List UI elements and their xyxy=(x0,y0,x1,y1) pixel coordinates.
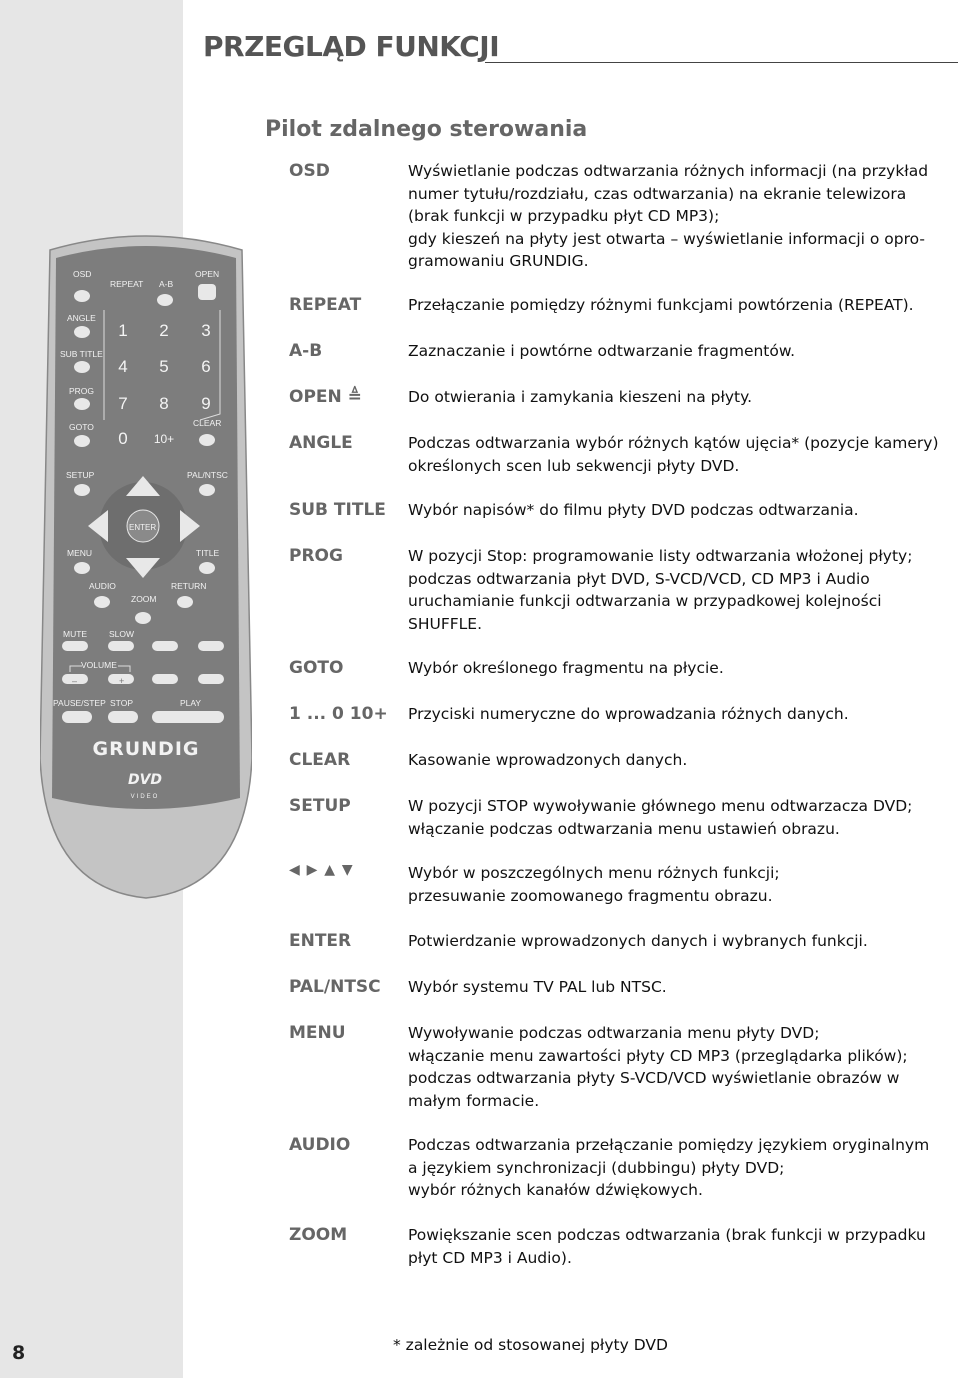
function-key: GOTO xyxy=(289,658,344,678)
description-line: Potwierdzanie wprowadzonych danych i wybranych funkcji. xyxy=(408,932,868,950)
remote-label-plus: + xyxy=(119,676,125,686)
function-description xyxy=(408,1022,948,1112)
description-line: Przyciski numeryczne do wprowadzania różnych danych. xyxy=(408,705,849,723)
function-key: REPEAT xyxy=(289,295,362,315)
function-key: SETUP xyxy=(289,796,351,816)
function-key: SUB TITLE xyxy=(289,500,386,520)
remote-digit-5: 5 xyxy=(159,357,169,376)
function-description xyxy=(408,294,948,317)
function-key: AUDIO xyxy=(289,1135,351,1155)
remote-digit-8: 8 xyxy=(159,394,169,413)
remote-label-palntsc: PAL/NTSC xyxy=(187,470,228,480)
description-line: Do otwierania i zamykania kieszeni na płyty. xyxy=(408,388,753,406)
remote-digit-0: 0 xyxy=(118,429,128,448)
description-line: Wyświetlanie podczas odtwarzania różnych informacji (na przykład xyxy=(408,162,929,180)
function-description xyxy=(408,749,948,772)
function-description xyxy=(408,340,948,363)
section-subtitle: Pilot zdalnego sterowania xyxy=(265,117,588,142)
description-line: Kasowanie wprowadzonych danych. xyxy=(408,751,688,769)
function-description xyxy=(408,657,948,680)
description-line: Wybór w poszczególnych menu różnych funkcji; xyxy=(408,864,780,882)
title-rule xyxy=(485,62,958,63)
description-line: płyt CD MP3 i Audio). xyxy=(408,1248,572,1267)
description-line: podczas odtwarzania płyty S-VCD/VCD wyświetlanie obrazów w xyxy=(408,1069,900,1087)
remote-label-volume: VOLUME xyxy=(81,660,117,670)
function-key: ANGLE xyxy=(289,433,353,453)
function-key: CLEAR xyxy=(289,750,351,770)
remote-label-open: OPEN xyxy=(195,269,220,279)
function-key: PROG xyxy=(289,546,343,566)
function-key: PAL/NTSC xyxy=(289,977,381,997)
remote-label-mute: MUTE xyxy=(63,629,88,639)
remote-label-clear: CLEAR xyxy=(193,418,222,428)
remote-control-illustration xyxy=(40,228,252,900)
page-title: PRZEGLĄD FUNKCJI xyxy=(203,30,500,63)
remote-digit-9: 9 xyxy=(201,394,211,413)
remote-digit-7: 7 xyxy=(118,394,128,413)
function-key: 1 ... 0 10+ xyxy=(289,704,388,724)
remote-label-menu: MENU xyxy=(67,548,93,558)
description-line: Wybór określonego fragmentu na płycie. xyxy=(408,659,724,677)
function-description xyxy=(408,1224,948,1269)
function-description xyxy=(408,386,948,409)
description-line: uruchamianie funkcji odtwarzania w przypadkowej kolejności xyxy=(408,592,882,610)
remote-label-subtitle: SUB TITLE xyxy=(60,349,103,359)
description-line: włączanie podczas odtwarzania menu ustawień obrazu. xyxy=(408,819,840,838)
remote-label-ab: A-B xyxy=(159,279,174,289)
description-line: Przełączanie pomiędzy różnymi funkcjami powtórzenia (REPEAT). xyxy=(408,296,914,314)
function-description xyxy=(408,499,948,522)
remote-label-title: TITLE xyxy=(196,548,220,558)
function-description xyxy=(408,545,948,635)
description-line: Wybór napisów* do filmu płyty DVD podczas odtwarzania. xyxy=(408,501,859,519)
function-key: MENU xyxy=(289,1023,346,1043)
description-line: określonych scen lub sekwencji płyty DVD. xyxy=(408,456,740,475)
function-description xyxy=(408,160,948,273)
function-description xyxy=(408,703,948,726)
description-line: Powiększanie scen podczas odtwarzania (brak funkcji w przypadku xyxy=(408,1226,926,1244)
remote-digit-2: 2 xyxy=(159,321,169,340)
description-line: (brak funkcji w przypadku płyt CD MP3); xyxy=(408,207,720,225)
remote-label-audio: AUDIO xyxy=(89,581,116,591)
footnote: * zależnie od stosowanej płyty DVD xyxy=(393,1336,668,1354)
remote-digit-4: 4 xyxy=(118,357,128,376)
remote-label-enter: ENTER xyxy=(129,523,157,532)
description-line: włączanie menu zawartości płyty CD MP3 (przeglądarka plików); xyxy=(408,1046,908,1065)
remote-label-stop: STOP xyxy=(110,698,133,708)
function-key: OSD xyxy=(289,161,330,181)
remote-label-pausestep: PAUSE/STEP xyxy=(53,698,106,708)
description-line: Wywoływanie podczas odtwarzania menu płyty DVD; xyxy=(408,1024,820,1042)
description-line: Zaznaczanie i powtórne odtwarzanie fragmentów. xyxy=(408,342,796,360)
arrow-keys-icon: ◀ ▶ ▲ ▼ xyxy=(289,862,354,878)
dvd-logo: DVD xyxy=(127,772,163,788)
remote-digit-1: 1 xyxy=(118,321,128,340)
function-description xyxy=(408,862,948,907)
remote-label-play: PLAY xyxy=(180,698,202,708)
remote-label-goto: GOTO xyxy=(69,422,94,432)
function-key: ENTER xyxy=(289,931,352,951)
remote-label-slow: SLOW xyxy=(109,629,135,639)
grundig-logo: GRUNDIG xyxy=(92,738,200,760)
description-line: wybór różnych kanałów dźwiękowych. xyxy=(408,1181,703,1199)
function-description xyxy=(408,432,948,477)
remote-label-setup: SETUP xyxy=(66,470,95,480)
remote-digit-3: 3 xyxy=(201,321,211,340)
function-key: OPEN ≜ xyxy=(289,387,362,407)
remote-label-repeat: REPEAT xyxy=(110,279,144,289)
remote-label-return: RETURN xyxy=(171,581,207,591)
description-line: a językiem synchronizacji (dubbingu) płyty DVD; xyxy=(408,1158,785,1177)
description-line: W pozycji STOP wywoływanie głównego menu odtwarzacza DVD; xyxy=(408,797,913,815)
description-line: SHUFFLE. xyxy=(408,614,483,633)
remote-label-angle: ANGLE xyxy=(67,313,96,323)
function-description xyxy=(408,795,948,840)
remote-digit-10plus: 10+ xyxy=(153,432,175,446)
description-line: numer tytułu/rozdziału, czas odtwarzania) na ekranie telewizora xyxy=(408,184,907,203)
remote-label-zoom: ZOOM xyxy=(131,594,157,604)
description-line: gramowaniu GRUNDIG. xyxy=(408,252,589,270)
description-line: Podczas odtwarzania przełączanie pomiędzy językiem oryginalnym xyxy=(408,1136,930,1154)
remote-label-minus: – xyxy=(72,676,78,686)
function-description xyxy=(408,1134,948,1202)
description-line: gdy kieszeń na płyty jest otwarta – wyświetlanie informacji o opro- xyxy=(408,229,926,248)
remote-label-prog: PROG xyxy=(69,386,95,396)
page-number: 8 xyxy=(12,1342,26,1364)
function-key: ZOOM xyxy=(289,1225,348,1245)
description-line: Wybór systemu TV PAL lub NTSC. xyxy=(408,978,667,996)
description-line: podczas odtwarzania płyt DVD, S-VCD/VCD, CD MP3 i Audio xyxy=(408,569,870,588)
dvd-video-logo: VIDEO xyxy=(130,794,160,800)
function-description xyxy=(408,930,948,953)
remote-digit-6: 6 xyxy=(201,357,211,376)
description-line: Podczas odtwarzania wybór różnych kątów ujęcia* (pozycje kamery) xyxy=(408,434,939,452)
description-line: przesuwanie zoomowanego fragmentu obrazu. xyxy=(408,886,773,905)
function-key: A-B xyxy=(289,341,323,361)
remote-label-osd: OSD xyxy=(73,269,92,279)
description-line: małym formacie. xyxy=(408,1091,540,1110)
description-line: W pozycji Stop: programowanie listy odtwarzania włożonej płyty; xyxy=(408,547,913,565)
function-description xyxy=(408,976,948,999)
